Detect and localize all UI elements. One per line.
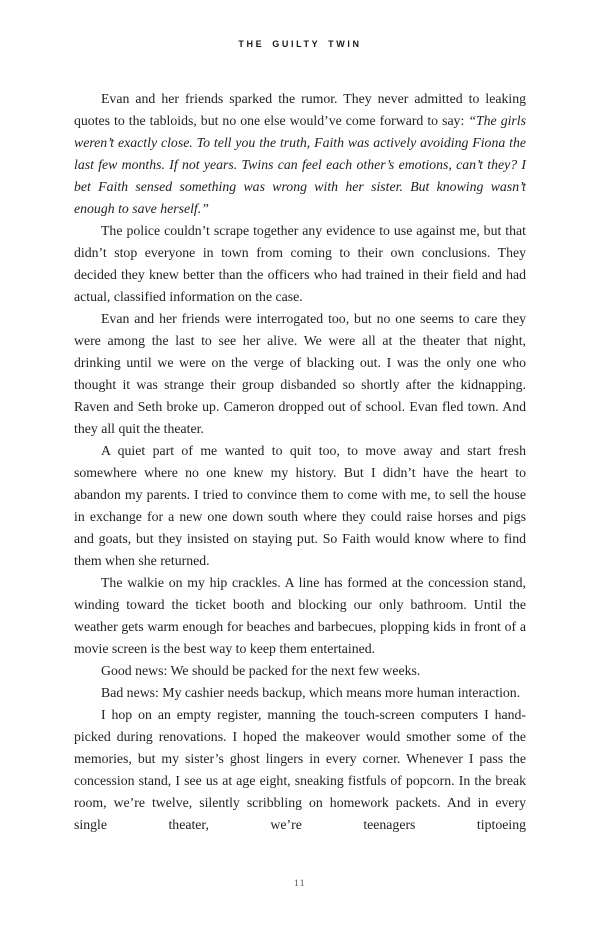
paragraph-5: [74, 572, 526, 660]
page-number: 11: [294, 878, 306, 888]
paragraph-2: [74, 220, 526, 308]
narration-text: The walkie on my hip crackles. A line has formed at the concession stand, winding toward the ticket booth and blocking our only bathroom. Until the weather gets warm enough for beaches and barbecues, plopping kids in front of a movie screen is the best way to keep them entertained.: [74, 575, 526, 656]
narration-text: Evan and her friends sparked the rumor. They never admitted to leaking quotes to the tabloids, but no one else would’ve come forward to say:: [74, 91, 526, 128]
quoted-dialogue-text: “The girls weren’t exactly close. To tell you the truth, Faith was actively avoiding Fiona the last few months. If not years. Twins can feel each other’s emotions, can’t they? I bet Faith sensed something was wrong with her sister. But knowing wasn’t enough to save herself.”: [74, 113, 526, 216]
narration-text: I hop on an empty register, manning the touch-screen computers I hand-picked during renovations. I hoped the makeover would smother some of the memories, but my sister’s ghost lingers in every corner. Whenever I pass the concession stand, I see us at age eight, sneaking fistfuls of popcorn. In the break room, we’re twelve, silently scribbling on homework packets. And in every single theater, we’re teenagers tiptoeing: [74, 707, 526, 832]
running-head: THE GUILTY TWIN: [238, 39, 362, 49]
paragraph-6: [74, 660, 526, 682]
paragraph-4: [74, 440, 526, 572]
narration-text: A quiet part of me wanted to quit too, to move away and start fresh somewhere where no one knew my history. But I didn’t have the heart to abandon my parents. I tried to convince them to come with me, to sell the house in exchange for a new one down south where they could raise horses and pigs and goats, but they insisted on staying put. So Faith would know where to find them when she returned.: [74, 443, 526, 568]
paragraph-1: [74, 88, 526, 220]
narration-text: Evan and her friends were interrogated too, but no one seems to care they were among the last to see her alive. We were all at the theater that night, drinking until we were on the verge of blacking out. I was the only one who thought it was strange their group disbanded so shortly after the kidnapping. Raven and Seth broke up. Cameron dropped out of school. Evan fled town. And they all quit the theater.: [74, 311, 526, 436]
paragraph-3: [74, 308, 526, 440]
paragraph-8: [74, 704, 526, 836]
narration-text: The police couldn’t scrape together any evidence to use against me, but that didn’t stop everyone in town from coming to their own conclusions. They decided they knew better than the officers who had trained in their field and had actual, classified information on the case.: [74, 223, 526, 304]
body-text: [74, 88, 526, 836]
narration-text: Bad news: My cashier needs backup, which means more human interaction.: [101, 685, 521, 700]
narration-text: Good news: We should be packed for the next few weeks.: [101, 663, 421, 678]
paragraph-7: [74, 682, 526, 704]
